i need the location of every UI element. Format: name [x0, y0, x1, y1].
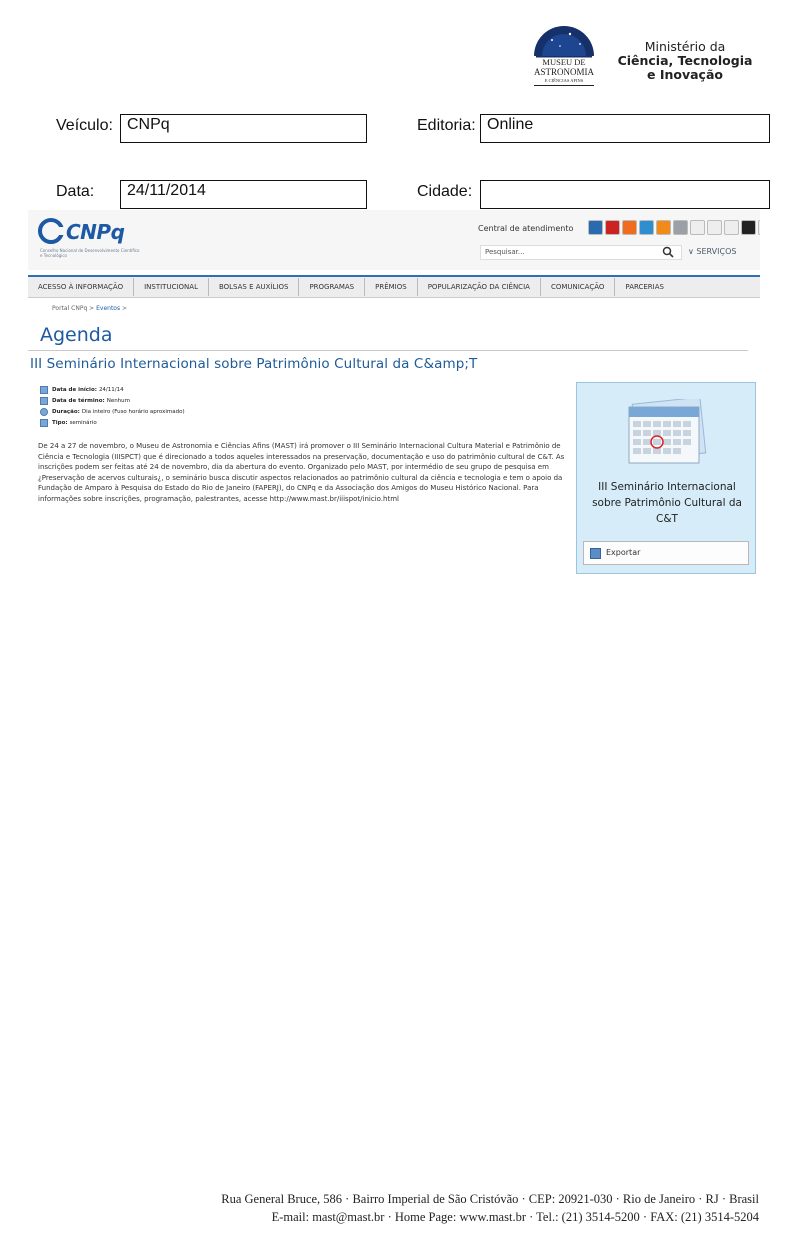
help-icon[interactable] — [690, 220, 705, 235]
nav-item-premios[interactable]: PRÊMIOS — [365, 278, 418, 296]
nav-item-bolsas[interactable]: BOLSAS E AUXÍLIOS — [209, 278, 299, 296]
section-title: Agenda — [40, 324, 113, 346]
chevron-down-icon: ∨ — [688, 247, 697, 256]
veiculo-field: CNPq — [120, 114, 367, 143]
breadcrumb-home[interactable]: Portal CNPq — [52, 305, 88, 312]
site-name: CNPq — [66, 220, 125, 244]
event-title: III Seminário Internacional sobre Patrimônio Cultural da C&amp;T — [30, 356, 478, 372]
mast-logo — [530, 22, 598, 88]
font-decrease-icon[interactable] — [707, 220, 722, 235]
svg-text:MUSEU DE: MUSEU DE — [542, 57, 586, 67]
site-subtitle: Conselho Nacional de Desenvolvimento Científico e Tecnológico — [40, 248, 140, 258]
nav-item-programas[interactable]: PROGRAMAS — [299, 278, 365, 296]
nav-item-comunicacao[interactable]: COMUNICAÇÃO — [541, 278, 615, 296]
export-label: Exportar — [606, 548, 641, 557]
veiculo-label: Veículo: — [56, 117, 113, 134]
main-navigation — [28, 275, 760, 298]
type-icon — [40, 419, 48, 427]
clipping-screenshot — [28, 210, 760, 576]
ministry-line3: e Inovação — [647, 67, 723, 82]
chat-icon[interactable] — [673, 220, 688, 235]
nav-item-institucional[interactable]: INSTITUCIONAL — [134, 278, 209, 296]
event-meta: Data de início: 24/11/14 Data de término: Nenhum Duração: Dia inteiro (Fuso horário aproximado) Tipo: seminário — [40, 384, 185, 428]
calendar-icon — [40, 386, 48, 394]
servicos-menu[interactable] — [688, 247, 736, 256]
contrast-icon[interactable] — [741, 220, 756, 235]
footer — [0, 1190, 759, 1226]
cidade-field — [480, 180, 770, 209]
section-divider — [28, 350, 748, 351]
cidade-label: Cidade: — [417, 183, 473, 200]
youtube-icon[interactable] — [605, 220, 620, 235]
editoria-field: Online — [480, 114, 770, 143]
nav-item-parcerias[interactable]: PARCERIAS — [625, 283, 664, 291]
nav-item-acesso[interactable]: ACESSO À INFORMAÇÃO — [28, 278, 134, 296]
footer-contact: E-mail: mast@mast.br · Home Page: www.mast.br · Tel.: (21) 3514-5200 · FAX: (21) 3514-5204 — [271, 1210, 759, 1224]
breadcrumb: Portal CNPq > Eventos > — [52, 305, 128, 312]
footer-address: Rua General Bruce, 586 · Bairro Imperial de São Cristóvão · CEP: 20921-030 · Rio de Janeiro · RJ · Brasil — [221, 1192, 759, 1206]
event-sidebar — [576, 382, 756, 574]
clock-icon — [40, 408, 48, 416]
calendar-illustration-icon — [625, 399, 707, 465]
calendar-end-icon — [40, 397, 48, 405]
data-label: Data: — [56, 183, 95, 200]
central-atendimento-link[interactable]: Central de atendimento — [478, 224, 574, 233]
data-field: 24/11/2014 — [120, 180, 367, 209]
twitter-icon[interactable] — [639, 220, 654, 235]
svg-text:ASTRONOMIA: ASTRONOMIA — [533, 67, 595, 77]
site-header — [28, 210, 760, 270]
font-increase-icon[interactable] — [724, 220, 739, 235]
nav-item-popularizacao[interactable]: POPULARIZAÇÃO DA CIÊNCIA — [418, 278, 541, 296]
rss-icon[interactable] — [656, 220, 671, 235]
soundcloud-icon[interactable] — [622, 220, 637, 235]
ministry-line1: Ministério da — [644, 39, 726, 54]
svg-text:E CIÊNCIAS AFINS: E CIÊNCIAS AFINS — [544, 78, 584, 83]
servicos-label: SERVIÇOS — [696, 247, 737, 256]
breadcrumb-current[interactable]: Eventos — [96, 305, 121, 312]
save-icon — [590, 548, 601, 559]
social-icons — [588, 220, 760, 235]
export-button[interactable] — [583, 541, 749, 565]
ministry-line2: Ciência, Tecnologia — [617, 53, 753, 68]
phone-icon[interactable] — [588, 220, 603, 235]
cnpq-logo-icon — [38, 218, 66, 246]
editoria-label: Editoria: — [417, 117, 476, 134]
sidebar-event-title: III Seminário Internacional sobre Patrimônio Cultural da C&T — [592, 481, 742, 525]
search-icon[interactable] — [662, 246, 674, 258]
search-input[interactable]: Pesquisar... — [480, 245, 682, 260]
event-description: De 24 a 27 de novembro, o Museu de Astronomia e Ciências Afins (MAST) irá promover o III Seminário Internacional Cultura Material e Patrimônio de Ciência e Tecnologia (IIISPCT) que é direcionado a todos aqueles interessados na preservação, documentação e uso do patrimônio cultural de C&T. As inscrições podem ser feitas até 24 de novembro, dia da abertura do evento. Organizado pelo MAST, por intermédio de seu grupo de pesquisa em ¿Preservação de acervos culturais¿, o seminário busca discutir aspectos relacionados ao patrimônio cultural da ciência e tecnologia e tem o apoio da Fundação de Amparo à Pesquisa do Estado do Rio de Janeiro (FAPERJ), do CNPq e da Associação dos Amigos do Museu Histórico Nacional. Para informações sobre inscrições, programação, palestrantes, acesse http://www.mast.br/iiispot/inicio.html — [38, 442, 565, 503]
ministry-logo — [612, 40, 758, 82]
accessibility-icon[interactable] — [758, 220, 760, 235]
